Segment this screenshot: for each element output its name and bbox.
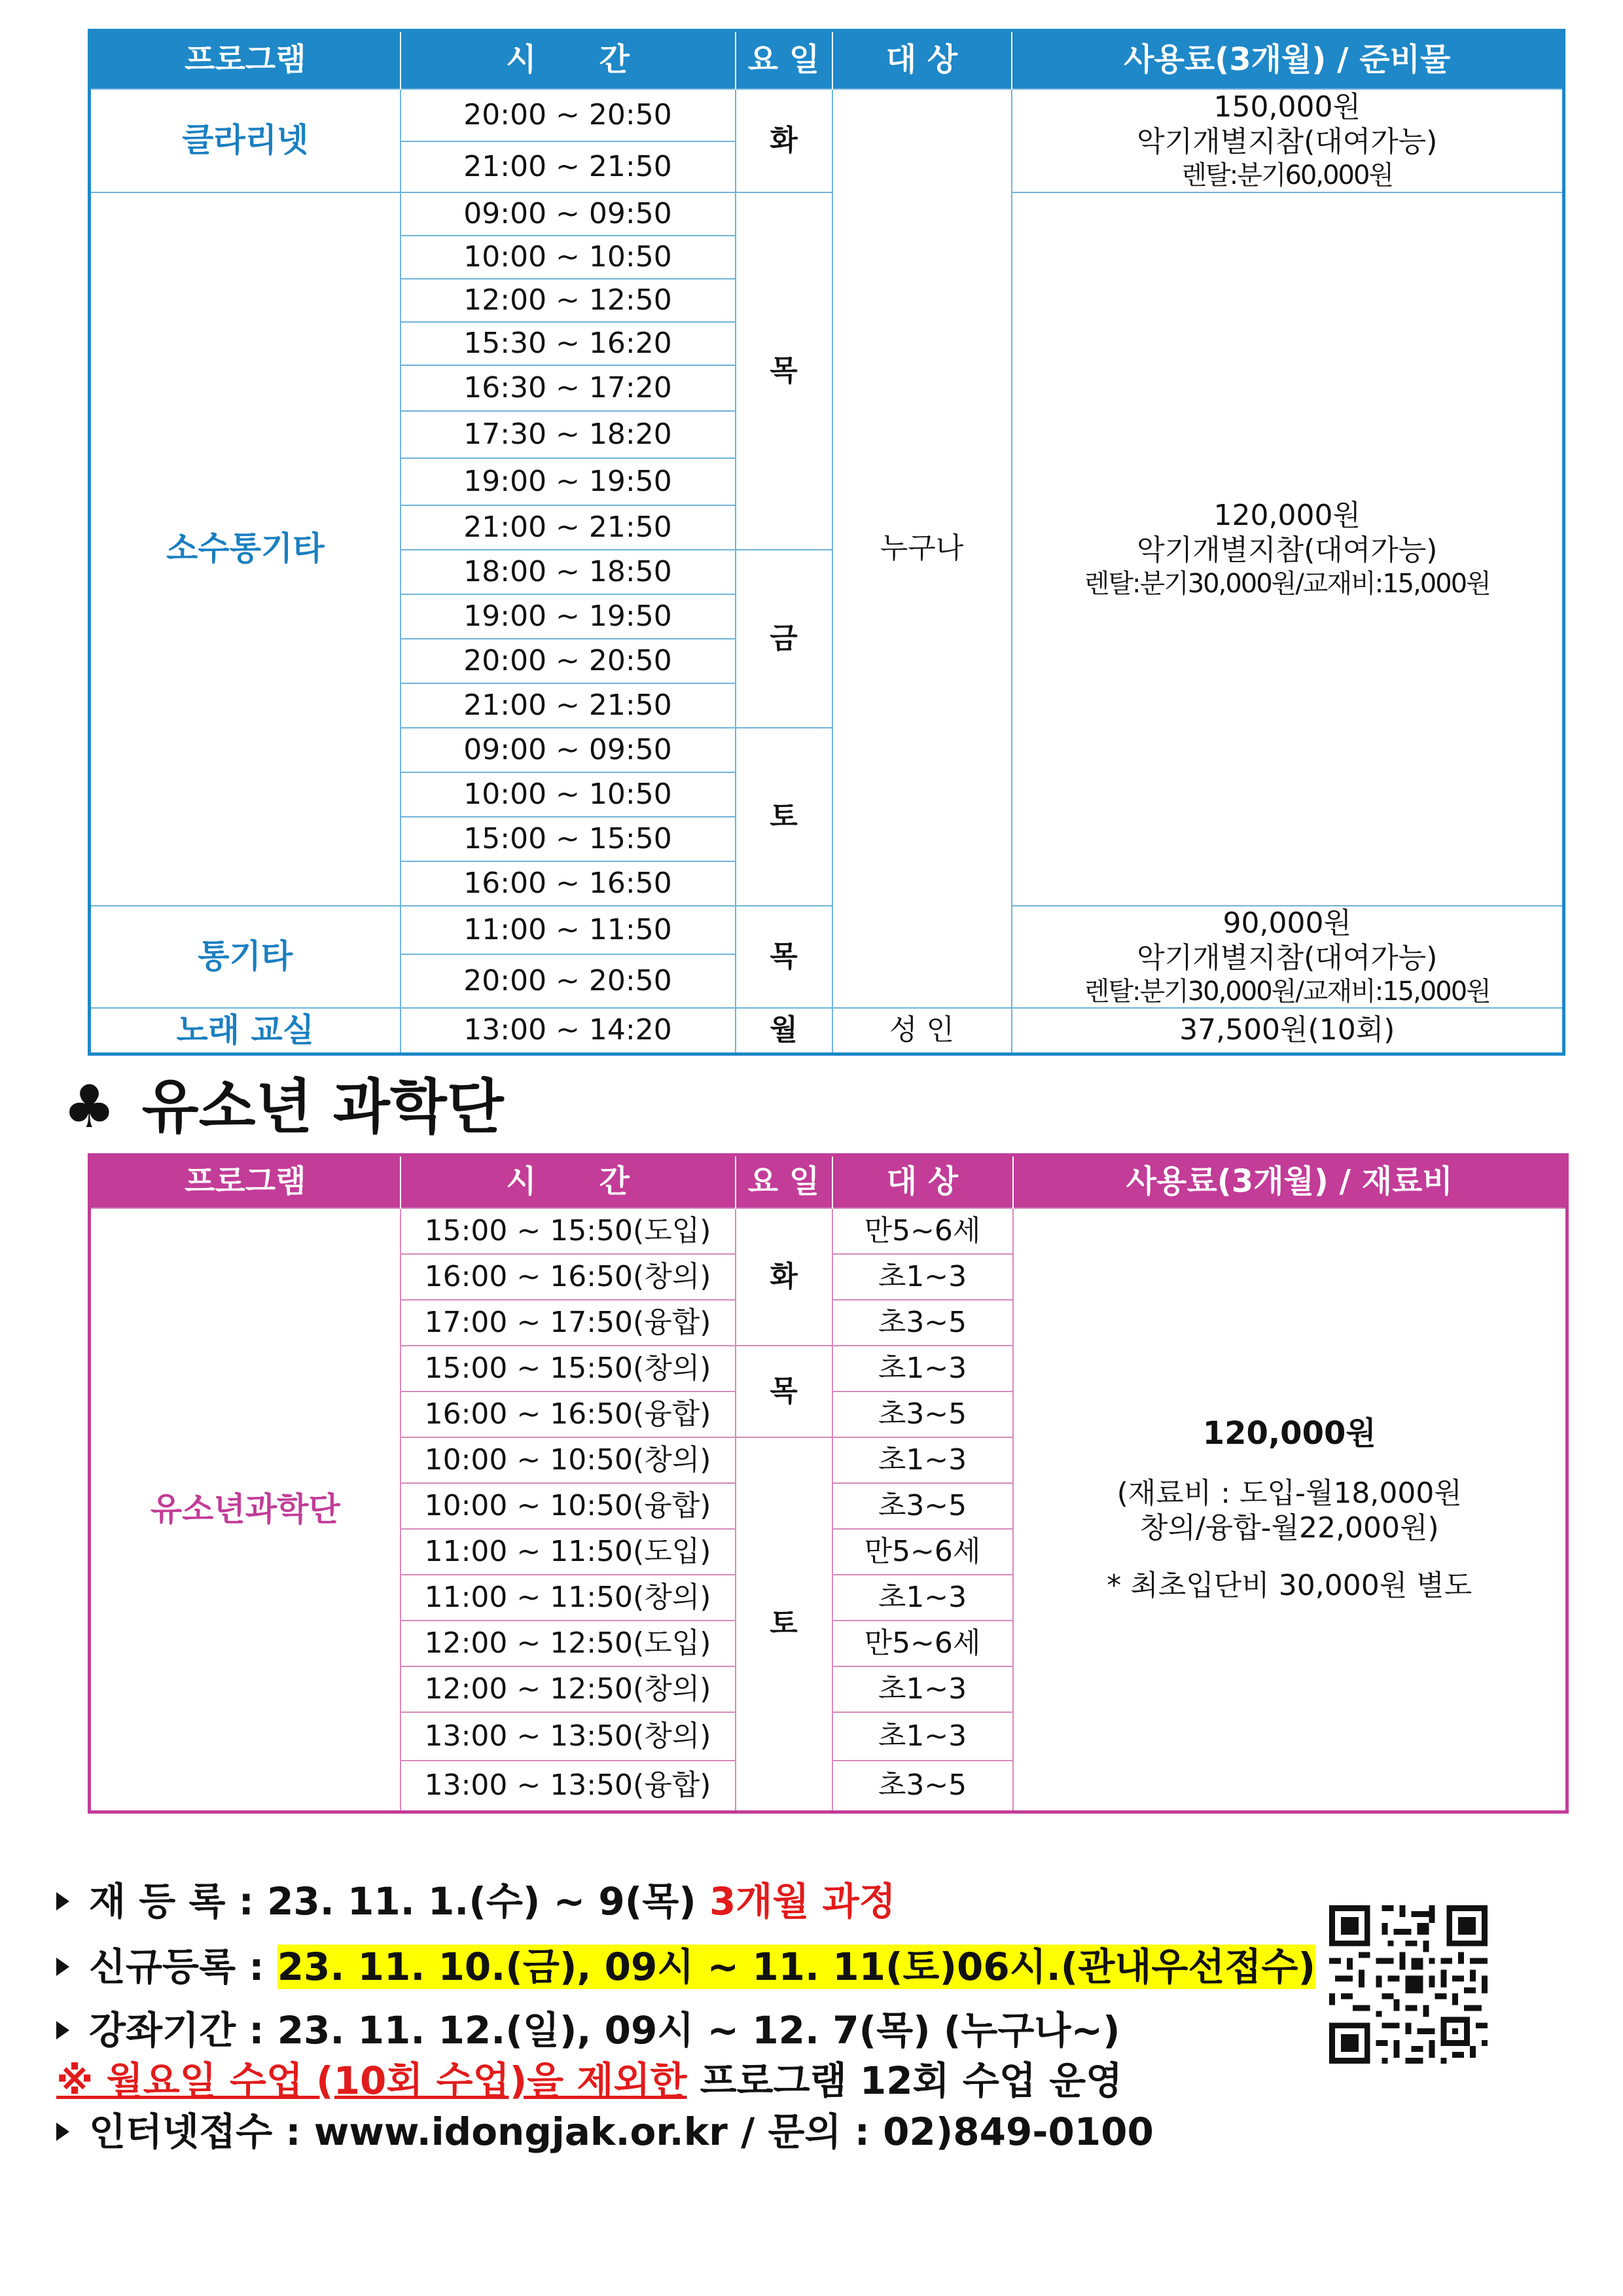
time-cell: 12:00 ~ 12:50(도입) — [401, 1621, 736, 1666]
time-cell: 15:00 ~ 15:50(도입) — [401, 1208, 736, 1254]
header-fee: 사용료(3개월) / 준비물 — [1012, 31, 1564, 90]
fee-singing: 37,500원(10회) — [1012, 1008, 1564, 1054]
target-adult: 성 인 — [832, 1008, 1012, 1054]
table-header-row — [90, 1155, 1567, 1209]
target-cell: 초1~3 — [832, 1575, 1013, 1621]
fee-instrument: 악기개별지참(대여가능) — [1137, 533, 1438, 567]
time-cell: 15:00 ~ 15:50(창의) — [401, 1346, 736, 1391]
time-cell: 16:00 ~ 16:50 — [401, 861, 736, 906]
info-note — [56, 2050, 1122, 2105]
program-clarinet: 클라리넷 — [90, 89, 401, 192]
club-icon: ♣ — [63, 1073, 116, 1141]
table-row — [90, 906, 1564, 954]
target-cell: 만5~6세 — [832, 1208, 1013, 1254]
info-course: 3개월 과정 — [709, 1879, 896, 1924]
day-cell: 금 — [736, 550, 832, 728]
time-cell: 13:00 ~ 14:20 — [401, 1008, 736, 1054]
day-cell: 월 — [736, 1008, 832, 1054]
time-cell: 16:00 ~ 16:50(창의) — [401, 1254, 736, 1300]
info-value: 23. 11. 1.(수) ~ 9(목) — [267, 1879, 709, 1924]
triangle-bullet-icon — [56, 1958, 69, 1976]
fee-amount: 120,000원 — [1213, 499, 1361, 533]
time-cell: 11:00 ~ 11:50(창의) — [401, 1575, 736, 1621]
target-cell: 초1~3 — [832, 1712, 1013, 1761]
science-program-table — [88, 1153, 1569, 1814]
target-cell: 초1~3 — [832, 1254, 1013, 1300]
time-cell: 15:30 ~ 16:20 — [401, 322, 736, 365]
info-internet — [56, 2101, 1154, 2156]
time-cell: 16:30 ~ 17:20 — [401, 365, 736, 411]
qr-code-icon[interactable] — [1323, 1899, 1493, 2070]
header-time: 시 간 — [401, 1155, 736, 1209]
triangle-bullet-icon — [56, 2123, 69, 2141]
fee-instrument: 악기개별지참(대여가능) — [1137, 941, 1438, 975]
table-row — [90, 89, 1564, 141]
time-cell: 12:00 ~ 12:50 — [401, 279, 736, 322]
time-cell: 21:00 ~ 21:50 — [401, 141, 736, 192]
fee-guitar — [1012, 906, 1564, 1008]
time-cell: 10:00 ~ 10:50 — [401, 236, 736, 279]
target-cell: 초1~3 — [832, 1666, 1013, 1712]
fee-amount: 90,000원 — [1222, 906, 1351, 941]
triangle-bullet-icon — [56, 1892, 69, 1910]
note-text: 프로그램 12회 수업 운영 — [687, 2058, 1123, 2103]
header-time: 시 간 — [401, 31, 736, 90]
fee-clarinet — [1012, 89, 1564, 192]
day-cell: 화 — [736, 89, 832, 192]
time-cell: 19:00 ~ 19:50 — [401, 458, 736, 505]
time-cell: 19:00 ~ 19:50 — [401, 594, 736, 639]
target-cell: 초3~5 — [832, 1300, 1013, 1346]
fee-science — [1013, 1208, 1567, 1812]
header-program: 프로그램 — [90, 1155, 401, 1209]
time-cell: 17:00 ~ 17:50(융합) — [401, 1300, 736, 1346]
program-guitar: 통기타 — [90, 906, 401, 1008]
program-singing: 노래 교실 — [90, 1008, 401, 1054]
target-cell: 초1~3 — [832, 1437, 1013, 1483]
time-cell: 09:00 ~ 09:50 — [401, 192, 736, 236]
fee-amount: 150,000원 — [1213, 90, 1361, 124]
time-cell: 16:00 ~ 16:50(융합) — [401, 1391, 736, 1437]
table-row — [90, 192, 1564, 236]
day-cell: 목 — [736, 906, 832, 1008]
time-cell: 21:00 ~ 21:50 — [401, 505, 736, 550]
info-reregistration — [56, 1871, 896, 1926]
header-program: 프로그램 — [90, 31, 401, 90]
day-cell: 목 — [736, 192, 832, 550]
target-cell: 초3~5 — [832, 1761, 1013, 1812]
fee-amount: 120,000원 — [1202, 1415, 1376, 1452]
info-label: 재 등 록 : — [89, 1879, 268, 1924]
info-value: 23. 11. 12.(일), 09시 ~ 12. 7(목) (누구나~) — [277, 2008, 1120, 2053]
music-program-table — [88, 29, 1565, 1056]
time-cell: 10:00 ~ 10:50(융합) — [401, 1483, 736, 1529]
target-cell: 초3~5 — [832, 1483, 1013, 1529]
fee-ukulele — [1012, 192, 1564, 906]
table-row — [90, 1208, 1567, 1254]
header-fee: 사용료(3개월) / 재료비 — [1013, 1155, 1567, 1209]
table-row — [90, 1008, 1564, 1054]
program-ukulele: 소수통기타 — [90, 192, 401, 906]
info-new-registration — [56, 1936, 1315, 1991]
note-red-text: ※ 월요일 수업 (10회 수업)을 제외한 — [56, 2058, 687, 2103]
table-header-row — [90, 31, 1564, 90]
time-cell: 20:00 ~ 20:50 — [401, 89, 736, 141]
target-cell: 초3~5 — [832, 1391, 1013, 1437]
time-cell: 10:00 ~ 10:50 — [401, 772, 736, 817]
header-day: 요 일 — [736, 1155, 832, 1209]
time-cell: 18:00 ~ 18:50 — [401, 550, 736, 594]
day-cell: 화 — [736, 1208, 832, 1346]
info-website[interactable]: www.idongjak.or.kr / 문의 : 02)849-0100 — [313, 2109, 1154, 2154]
info-label: 인터넷접수 : — [89, 2109, 314, 2154]
time-cell: 21:00 ~ 21:50 — [401, 683, 736, 728]
info-label: 강좌기간 : — [89, 2008, 277, 2053]
target-all: 누구나 — [832, 89, 1012, 1008]
fee-material-2: 창의/융합-월22,000원) — [1139, 1511, 1439, 1545]
day-cell: 토 — [736, 1437, 832, 1812]
section-title — [63, 1059, 504, 1144]
time-cell: 13:00 ~ 13:50(융합) — [401, 1761, 736, 1812]
time-cell: 10:00 ~ 10:50(창의) — [401, 1437, 736, 1483]
time-cell: 15:00 ~ 15:50 — [401, 817, 736, 861]
target-cell: 초1~3 — [832, 1346, 1013, 1391]
info-label: 신규등록 : — [89, 1945, 277, 1989]
day-cell: 목 — [736, 1346, 832, 1437]
time-cell: 09:00 ~ 09:50 — [401, 728, 736, 772]
info-course-period — [56, 2000, 1120, 2054]
time-cell: 13:00 ~ 13:50(창의) — [401, 1712, 736, 1761]
info-value-highlight: 23. 11. 10.(금), 09시 ~ 11. 11(토)06시.(관내우선접수) — [277, 1945, 1315, 1989]
fee-rental: 렌탈:분기30,000원/교재비:15,000원 — [1084, 976, 1490, 1007]
header-target: 대 상 — [832, 1155, 1013, 1209]
time-cell: 11:00 ~ 11:50 — [401, 906, 736, 954]
program-science: 유소년과학단 — [90, 1208, 401, 1812]
time-cell: 12:00 ~ 12:50(창의) — [401, 1666, 736, 1712]
fee-note: * 최초입단비 30,000원 별도 — [1107, 1569, 1472, 1603]
time-cell: 20:00 ~ 20:50 — [401, 639, 736, 683]
header-target: 대 상 — [832, 31, 1012, 90]
time-cell: 20:00 ~ 20:50 — [401, 954, 736, 1008]
fee-rental: 렌탈:분기30,000원/교재비:15,000원 — [1084, 568, 1490, 599]
target-cell: 만5~6세 — [832, 1529, 1013, 1575]
fee-instrument: 악기개별지참(대여가능) — [1137, 125, 1438, 158]
time-cell: 11:00 ~ 11:50(도입) — [401, 1529, 736, 1575]
header-day: 요 일 — [736, 31, 832, 90]
section-title-text: 유소년 과학단 — [141, 1073, 504, 1141]
triangle-bullet-icon — [56, 2021, 69, 2039]
fee-material-1: (재료비 : 도입-월18,000원 — [1116, 1476, 1462, 1510]
fee-rental: 렌탈:분기60,000원 — [1181, 160, 1393, 190]
target-cell: 만5~6세 — [832, 1621, 1013, 1666]
time-cell: 17:30 ~ 18:20 — [401, 411, 736, 458]
day-cell: 토 — [736, 728, 832, 906]
